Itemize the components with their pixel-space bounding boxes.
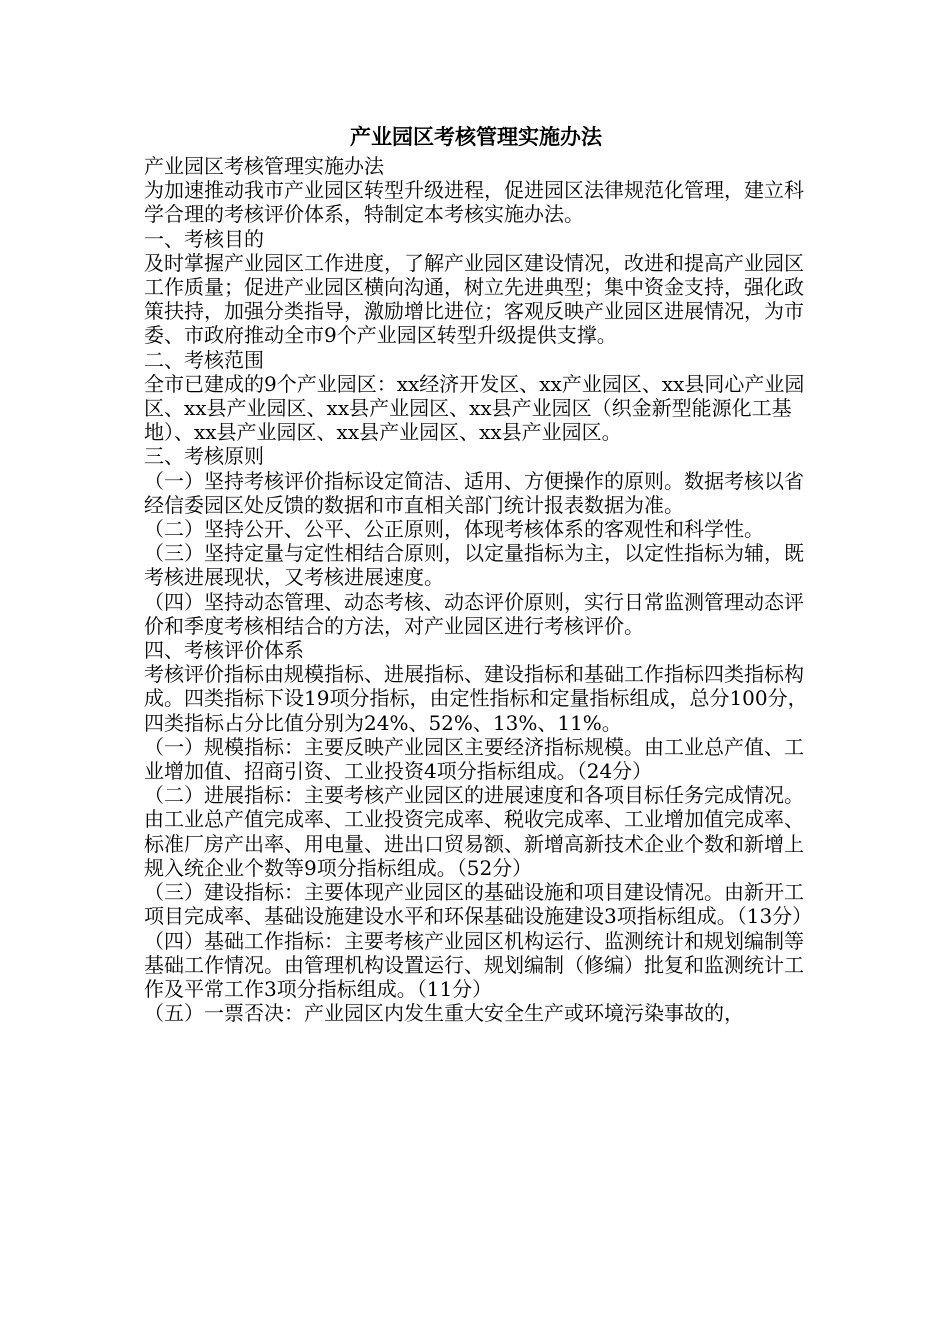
principle-item-4: （四）坚持动态管理、动态考核、动态评价原则，实行日常监测管理动态评价和季度考核相结合的方法，对产业园区进行考核评价。 bbox=[144, 589, 804, 638]
intro-paragraph: 为加速推动我市产业园区转型升级进程，促进园区法律规范化管理，建立科学合理的考核评价体系，特制定本考核实施办法。 bbox=[144, 178, 804, 227]
evaluation-system-paragraph: 考核评价指标由规模指标、进展指标、建设指标和基础工作指标四类指标构成。四类指标下设19项分指标，由定性指标和定量指标组成，总分100分，四类指标占分比值分别为24%、52%、13%、11%。 bbox=[144, 662, 808, 735]
principle-item-2: （二）坚持公开、公平、公正原则，体现考核体系的客观性和科学性。 bbox=[144, 517, 764, 542]
indicator-item-1: （一）规模指标：主要反映产业园区主要经济指标规模。由工业总产值、工业增加值、招商引资、工业投资4项分指标组成。（24分） bbox=[144, 734, 804, 784]
indicator-item-2: （二）进展指标：主要考核产业园区的进展速度和各项目标任务完成情况。由工业总产值完成率、工业投资完成率、税收完成率、工业增加值完成率、标准厂房产出率、用电量、进出口贸易额、新增高新技术企业个数和新增上规入统企业个数等9项分指标组成。（52分） bbox=[144, 783, 804, 880]
document-body bbox=[144, 120, 813, 1026]
purpose-heading: 一、考核目的 bbox=[144, 226, 264, 251]
evaluation-system-heading: 四、考核评价体系 bbox=[144, 638, 304, 663]
indicator-item-3: （三）建设指标：主要体现产业园区的基础设施和项目建设情况。由新开工项目完成率、基础设施建设水平和环保基础设施建设3项指标组成。（13分） bbox=[144, 880, 813, 929]
principles-heading: 三、考核原则 bbox=[144, 444, 264, 469]
document-title: 产业园区考核管理实施办法 bbox=[350, 124, 602, 149]
principle-item-1: （一）坚持考核评价指标设定简洁、适用、方便操作的原则。数据考核以省经信委园区处反馈的数据和市直相关部门统计报表数据为准。 bbox=[144, 468, 804, 517]
document-subtitle: 产业园区考核管理实施办法 bbox=[144, 154, 384, 178]
scope-paragraph: 全市已建成的9个产业园区：xx经济开发区、xx产业园区、xx县同心产业园区、xx县产业园区、xx县产业园区、xx县产业园区（织金新型能源化工基地）、xx县产业园区、xx县产业园区、xx县产业园区。 bbox=[144, 371, 805, 445]
purpose-paragraph: 及时掌握产业园区工作进度，了解产业园区建设情况，改进和提高产业园区工作质量；促进产业园区横向沟通，树立先进典型；集中资金支持，强化政策扶持，加强分类指导，激励增比进位；客观反映产业园区进展情况，为市委、市政府推动全市9个产业园区转型升级提供支撑。 bbox=[144, 250, 804, 348]
indicator-item-4: （四）基础工作指标：主要考核产业园区机构运行、监测统计和规划编制等基础工作情况。由管理机构设置运行、规划编制（修编）批复和监测统计工作及平常工作3项分指标组成。（11分） bbox=[144, 928, 804, 1001]
principle-item-3: （三）坚持定量与定性相结合原则，以定量指标为主，以定性指标为辅，既考核进展现状，又考核进展速度。 bbox=[144, 541, 804, 590]
indicator-item-5: （五）一票否决：产业园区内发生重大安全生产或环境污染事故的， bbox=[144, 1001, 744, 1026]
scope-heading: 二、考核范围 bbox=[144, 347, 264, 372]
